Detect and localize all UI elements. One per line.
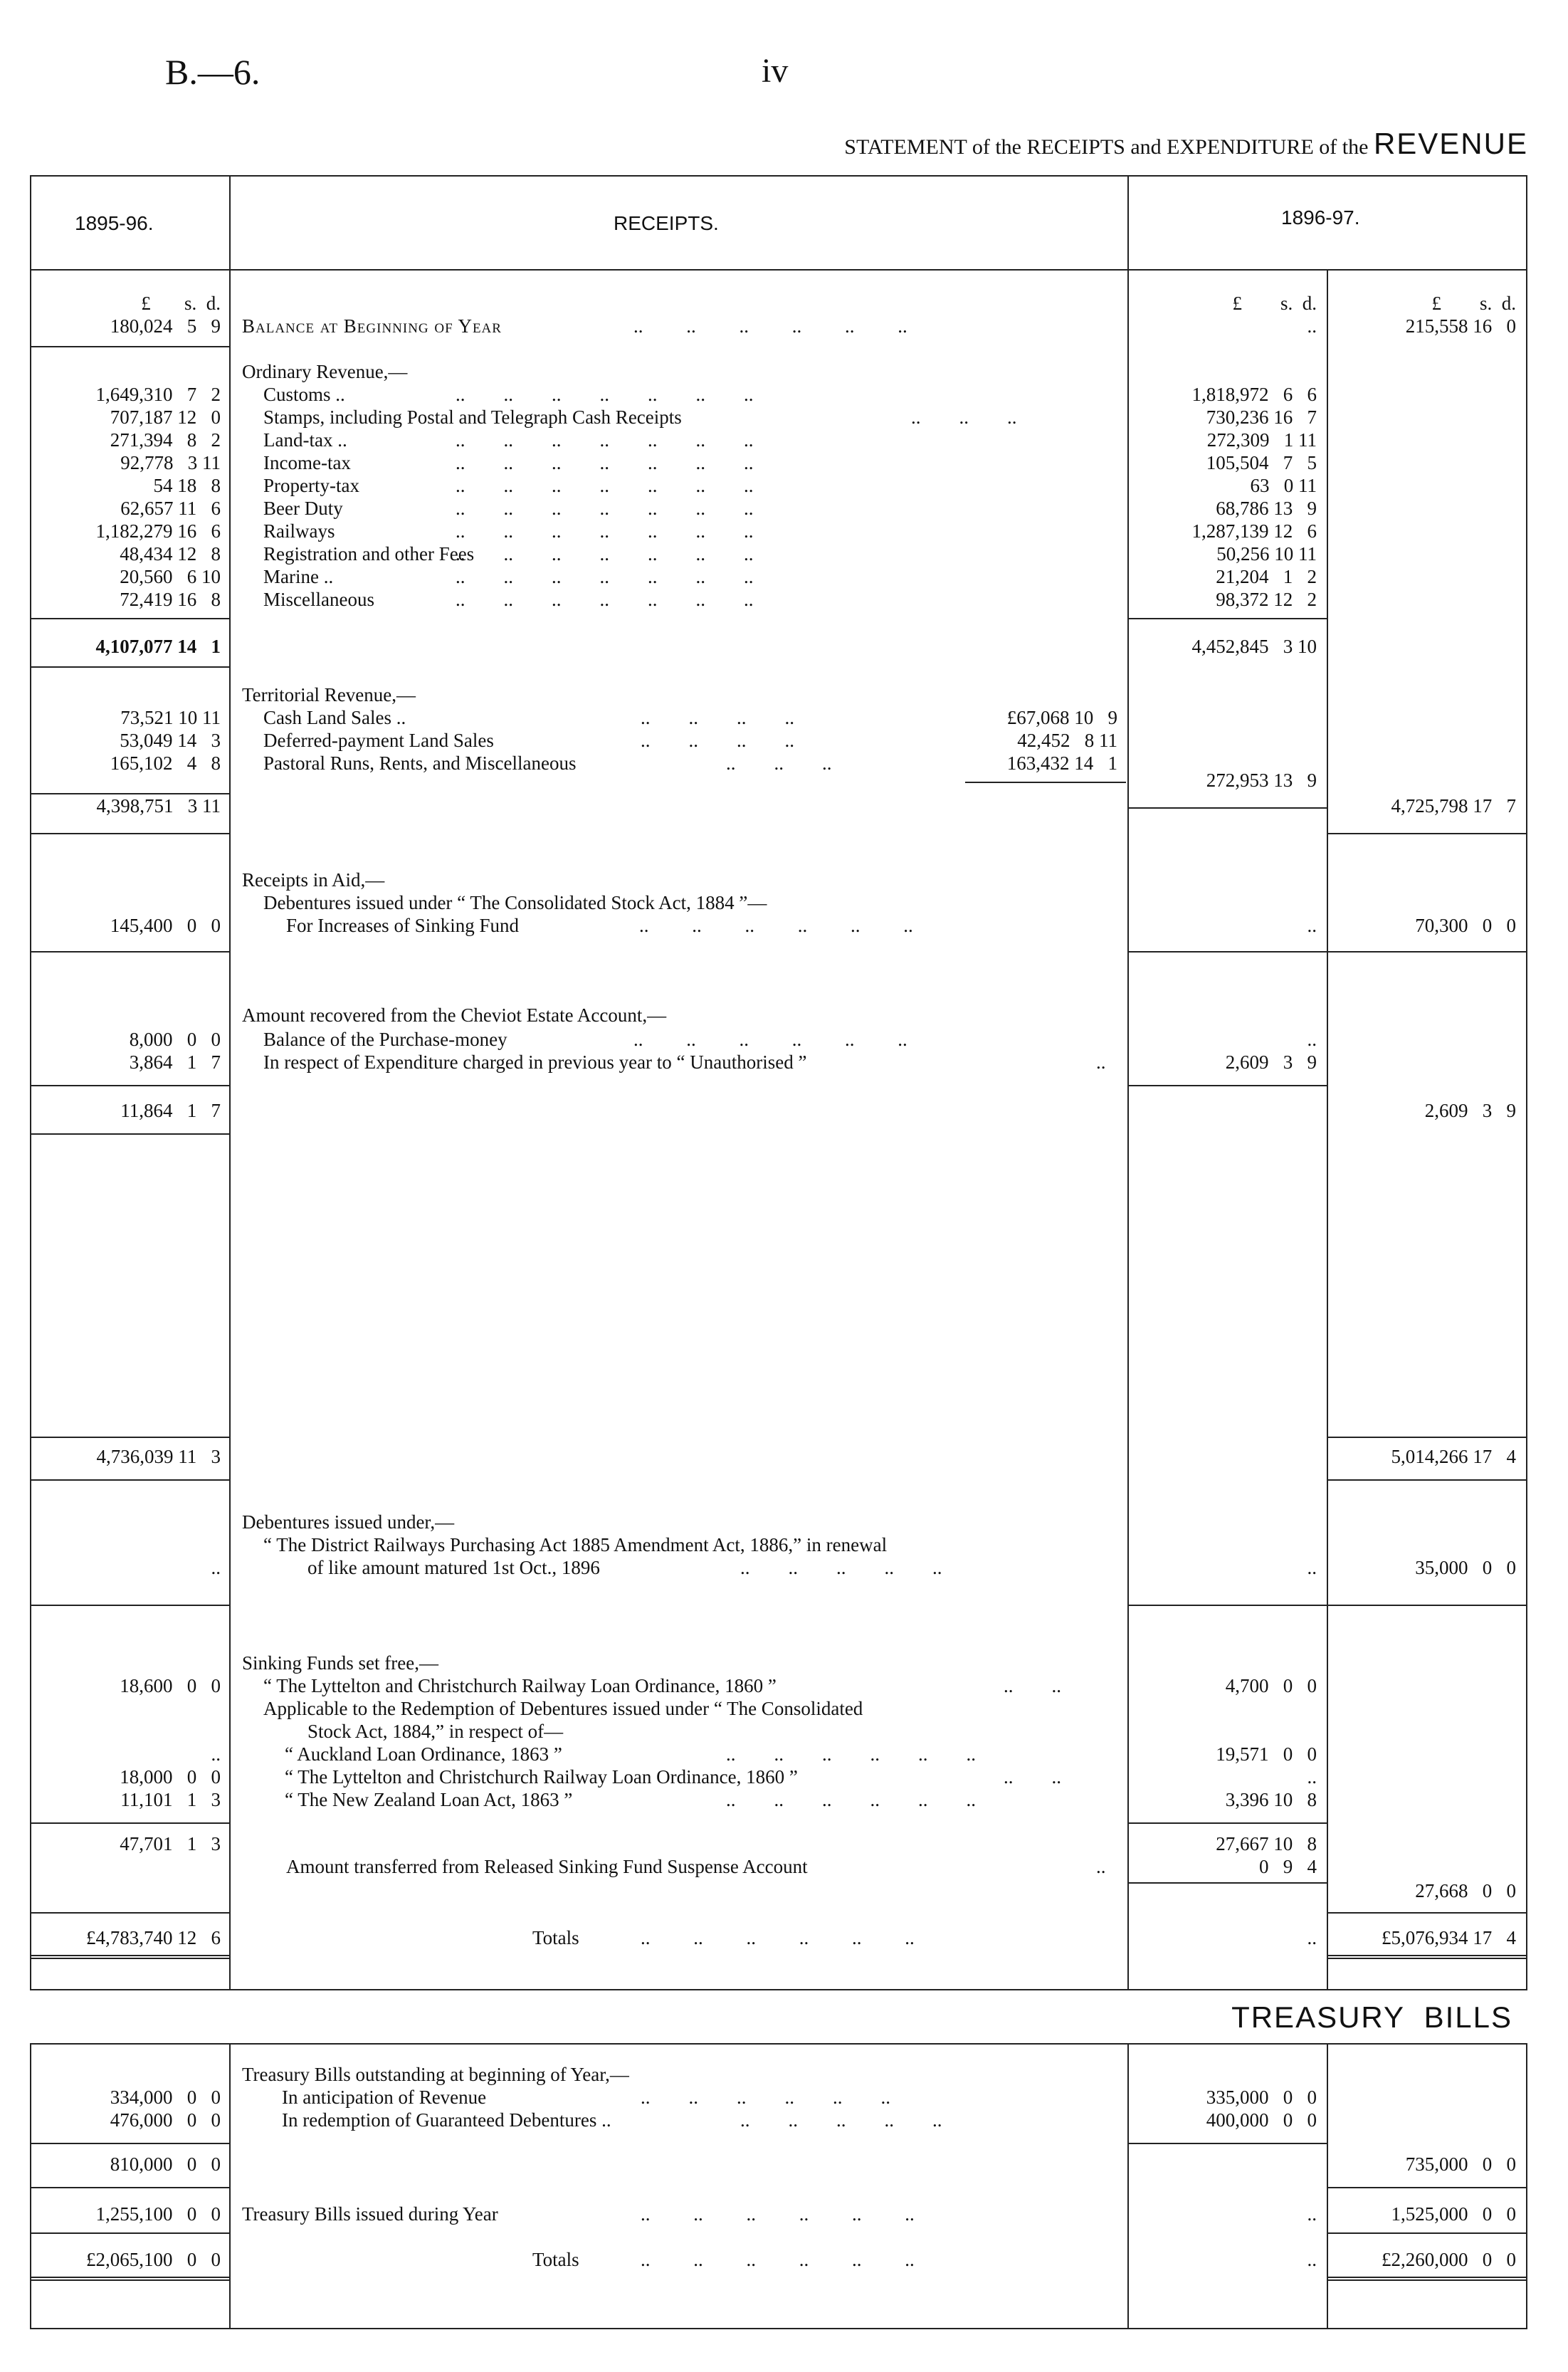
cheviot-l1-a: .. <box>1307 1029 1317 1050</box>
rule <box>30 346 229 347</box>
sink-l1-prev: 18,600 0 0 <box>120 1675 221 1696</box>
sink-l3: Stock Act, 1884,” in respect of— <box>307 1721 564 1742</box>
sink-l5-a: .. <box>1307 1766 1317 1788</box>
sink-l6-prev: 11,101 1 3 <box>120 1789 221 1810</box>
aid-row: 145,400 0 0 For Increases of Sinking Fund .. .. .. .. .. .. .. 70,300 0 0 <box>0 914 1568 937</box>
ordinary-row <box>0 542 1568 565</box>
aid-line1: Debentures issued under “ The Consolidated Stock Act, 1884 ”— <box>263 892 767 913</box>
rule <box>1127 618 1327 619</box>
ordinary-a: 68,786 13 9 <box>1216 498 1317 519</box>
balance-a: .. <box>1307 315 1317 337</box>
unit-b: £ s. d. <box>1431 293 1516 314</box>
rule <box>1127 2143 1327 2144</box>
sink-l5-prev: 18,000 0 0 <box>120 1766 221 1788</box>
ordinary-a: 105,504 7 5 <box>1206 452 1317 473</box>
balance-label: Balance at Beginning of Year <box>242 315 502 337</box>
rule <box>30 666 229 668</box>
deb-l1: “ The District Railways Purchasing Act 1885 Amendment Act, 1886,” in renewal <box>263 1534 888 1555</box>
subtotal-row <box>0 794 1568 817</box>
totals-row: £4,783,740 12 6 Totals .. .. .. .. .. .. .. £5,076,934 17 4 <box>0 1926 1568 1949</box>
ordinary-prev: 48,434 12 8 <box>120 543 221 565</box>
ordinary-a: 730,236 16 7 <box>1206 406 1317 428</box>
treasury-title: TREASURY BILLS <box>1231 2000 1512 2034</box>
deb-head: Debentures issued under,— <box>242 1511 455 1533</box>
sink-row6: 11,101 1 3 “ The New Zealand Loan Act, 1863 ” .. .. .. .. .. .. 3,396 10 8 <box>0 1788 1568 1811</box>
sink-row1: 18,600 0 0 “ The Lyttelton and Christchurch Railway Loan Ordinance, 1860 ” .. .. 4,700 0 0 <box>0 1674 1568 1697</box>
sink-total-a: 27,667 10 8 <box>1216 1833 1317 1854</box>
ordinary-label: Income-tax <box>263 452 351 473</box>
transfer-label: Amount transferred from Released Sinking Fund Suspense Account <box>286 1856 808 1877</box>
ordinary-label: Miscellaneous <box>263 589 374 610</box>
ordinary-prev: 707,187 12 0 <box>110 406 221 428</box>
rule <box>30 2277 229 2281</box>
col-header-next: 1896-97. <box>1281 206 1360 229</box>
rule <box>1327 1437 1527 1438</box>
treasury-issued-prev: 1,255,100 0 0 <box>95 2203 221 2225</box>
cheviot-l1-label: Balance of the Purchase-money <box>263 1029 507 1050</box>
deb-l2: of like amount matured 1st Oct., 1896 <box>307 1557 600 1578</box>
balance-b: 215,558 16 0 <box>1405 315 1516 337</box>
totals-b: £5,076,934 17 4 <box>1382 1927 1516 1948</box>
territorial-sub: £67,068 10 9 <box>1006 707 1117 728</box>
grand1-prev: 4,736,039 11 3 <box>96 1446 221 1467</box>
rule <box>1327 2277 1527 2281</box>
sink-l4-a: 19,571 0 0 <box>1216 1743 1317 1765</box>
ordinary-total-row <box>0 635 1568 658</box>
ordinary-prev: 20,560 6 10 <box>120 566 221 587</box>
sink-l1-a: 4,700 0 0 <box>1225 1675 1317 1696</box>
deb-row: .. of like amount matured 1st Oct., 1896 .. .. .. .. .. .. 35,000 0 0 <box>0 1556 1568 1579</box>
grand1-b: 5,014,266 17 4 <box>1391 1446 1516 1467</box>
rule <box>30 1133 229 1135</box>
leader-dots: .. .. .. .. .. .. .. <box>456 566 754 587</box>
leader-dots: .. .. .. .. .. .. .. <box>456 452 754 473</box>
ordinary-label: Registration and other Fees <box>263 543 475 565</box>
rule <box>30 2232 229 2234</box>
ordinary-row <box>0 497 1568 520</box>
territorial-sub: 163,432 14 1 <box>1006 752 1117 774</box>
aid-b: 70,300 0 0 <box>1415 915 1516 936</box>
leader-dots: .. .. .. .. .. .. .. <box>456 543 754 565</box>
ordinary-row <box>0 383 1568 406</box>
ordinary-label: Stamps, including Postal and Telegraph Cash Receipts <box>263 406 682 428</box>
rule <box>30 1437 229 1438</box>
treasury-l2-prev: 476,000 0 0 <box>110 2109 221 2131</box>
ordinary-prev: 1,649,310 7 2 <box>95 384 221 405</box>
cheviot-l2-a: 2,609 3 9 <box>1225 1051 1317 1073</box>
territorial-total-row <box>0 769 1568 792</box>
rule <box>30 618 229 619</box>
territorial-head: Territorial Revenue,— <box>242 684 416 705</box>
cheviot-total-prev: 11,864 1 7 <box>120 1100 221 1121</box>
territorial-prev: 73,521 10 11 <box>120 707 221 728</box>
rule <box>30 1085 229 1086</box>
sink-total-row <box>0 1832 1568 1855</box>
header-rule <box>30 269 1527 271</box>
treasury-head: Treasury Bills outstanding at beginning of Year,— <box>242 2064 629 2085</box>
treasury-l2-a: 400,000 0 0 <box>1206 2109 1317 2131</box>
totals-label: Totals <box>532 1927 579 1948</box>
ordinary-prev: 72,419 16 8 <box>120 589 221 610</box>
leader-dots: .. .. .. .. .. .. .. <box>456 498 754 519</box>
aid-prev: 145,400 0 0 <box>110 915 221 936</box>
rule <box>30 1822 229 1824</box>
unit-a: £ s. d. <box>1232 293 1317 314</box>
deb-a: .. <box>1307 1557 1317 1578</box>
ordinary-row <box>0 520 1568 542</box>
rule <box>1327 2232 1527 2234</box>
rule <box>30 1912 229 1914</box>
ordinary-label: Railways <box>263 520 335 542</box>
ordinary-prev: 271,394 8 2 <box>110 429 221 451</box>
page-ref: B.—6. <box>165 52 261 92</box>
leader-dots: .. .. .. <box>911 406 1017 428</box>
rule <box>30 1955 229 1959</box>
ordinary-label: Property-tax <box>263 475 359 496</box>
territorial-row <box>0 706 1568 729</box>
rule <box>30 951 229 953</box>
rule <box>30 833 229 834</box>
ordinary-a: 272,309 1 11 <box>1206 429 1317 451</box>
sink-l6-a: 3,396 10 8 <box>1225 1789 1317 1810</box>
ordinary-a: 1,287,139 12 6 <box>1191 520 1317 542</box>
cheviot-total-row <box>0 1099 1568 1122</box>
grand1-row <box>0 1445 1568 1468</box>
ordinary-row <box>0 451 1568 474</box>
ordinary-row <box>0 429 1568 451</box>
treasury-sub-row <box>0 2153 1568 2176</box>
treasury-totals-row: £2,065,100 0 0 Totals .. .. .. .. .. .. .. £2,260,000 0 0 <box>0 2248 1568 2271</box>
rule <box>30 2187 229 2188</box>
sink-l4-prev: .. <box>211 1743 221 1765</box>
cheviot-row1: 8,000 0 0 Balance of the Purchase-money .. .. .. .. .. .. .. <box>0 1028 1568 1051</box>
ordinary-prev: 92,778 3 11 <box>120 452 221 473</box>
territorial-row <box>0 729 1568 752</box>
treasury-l2-label: In redemption of Guaranteed Debentures .. <box>282 2109 611 2131</box>
statement-title <box>844 127 1528 161</box>
sink-row4: .. “ Auckland Loan Ordinance, 1863 ” .. .. .. .. .. .. 19,571 0 0 <box>0 1743 1568 1765</box>
ordinary-total-prev: 4,107,077 14 1 <box>95 636 221 657</box>
balance-row: 180,024 5 9 Balance at Beginning of Year .. .. .. .. .. .. .. 215,558 16 0 <box>0 315 1568 337</box>
ordinary-a: 21,204 1 2 <box>1216 566 1317 587</box>
col-header-prev: 1895-96. <box>75 212 154 234</box>
transfer-b: 27,668 0 0 <box>1415 1880 1516 1901</box>
leader-dots: .. .. .. .. .. .. .. <box>456 475 754 496</box>
treasury-totals-label: Totals <box>532 2249 579 2270</box>
totals-a: .. <box>1307 1927 1317 1948</box>
rule <box>1127 1085 1327 1086</box>
treasury-issued-a: .. <box>1307 2203 1317 2225</box>
rule <box>30 1479 229 1481</box>
leader-dots: .. .. .. .. .. .. .. <box>456 520 754 542</box>
ordinary-total-a: 4,452,845 3 10 <box>1191 636 1317 657</box>
treasury-l1-prev: 334,000 0 0 <box>110 2087 221 2108</box>
rule <box>1327 1479 1527 1481</box>
ordinary-row <box>0 474 1568 497</box>
ordinary-row <box>0 406 1568 429</box>
rule <box>1127 951 1527 953</box>
ordinary-prev: 62,657 11 6 <box>120 498 221 519</box>
sink-row5: 18,000 0 0 “ The Lyttelton and Christchurch Railway Loan Ordinance, 1860 ” .. .. .. <box>0 1765 1568 1788</box>
ordinary-label: Land-tax .. <box>263 429 347 451</box>
treasury-sub-b: 735,000 0 0 <box>1405 2153 1516 2175</box>
ordinary-row <box>0 565 1568 588</box>
rule <box>30 1605 229 1606</box>
rule <box>1127 1605 1527 1606</box>
unit-row <box>0 292 1568 315</box>
sink-l5-label: “ The Lyttelton and Christchurch Railway Loan Ordinance, 1860 ” <box>285 1766 798 1788</box>
leader-dots: .. .. .. .. .. .. .. <box>456 589 754 610</box>
aid-head: Receipts in Aid,— <box>242 869 385 891</box>
subtotal-b: 4,725,798 17 7 <box>1391 795 1516 817</box>
territorial-prev: 165,102 4 8 <box>110 752 221 774</box>
treasury-issued-label: Treasury Bills issued during Year <box>242 2203 498 2225</box>
treasury-totals-prev: £2,065,100 0 0 <box>86 2249 221 2270</box>
sink-head: Sinking Funds set free,— <box>242 1652 438 1674</box>
territorial-label: Cash Land Sales .. <box>263 707 406 728</box>
sink-l4-label: “ Auckland Loan Ordinance, 1863 ” <box>285 1743 562 1765</box>
treasury-l1-label: In anticipation of Revenue <box>282 2087 487 2108</box>
balance-prev: 180,024 5 9 <box>110 315 221 337</box>
treasury-sub-prev: 810,000 0 0 <box>110 2153 221 2175</box>
ordinary-a: 98,372 12 2 <box>1216 589 1317 610</box>
leader-dots: .. .. .. .. <box>641 730 794 751</box>
sink-l6-label: “ The New Zealand Loan Act, 1863 ” <box>285 1789 573 1810</box>
treasury-row2: 476,000 0 0 In redemption of Guaranteed Debentures .. .. .. .. .. .. 400,000 0 0 <box>0 2109 1568 2131</box>
totals-prev: £4,783,740 12 6 <box>86 1927 221 1948</box>
title-prefix: STATEMENT of the RECEIPTS and EXPENDITURE of the <box>844 135 1369 159</box>
rule <box>1127 1822 1327 1824</box>
leader-dots: .. .. .. .. .. .. .. <box>456 384 754 405</box>
aid-line2: For Increases of Sinking Fund <box>286 915 519 936</box>
territorial-label: Pastoral Runs, Rents, and Miscellaneous <box>263 752 577 774</box>
deb-b: 35,000 0 0 <box>1415 1557 1516 1578</box>
cheviot-l2-label: In respect of Expenditure charged in previous year to “ Unauthorised ” <box>263 1051 807 1073</box>
sink-l1-label: “ The Lyttelton and Christchurch Railway Loan Ordinance, 1860 ” <box>263 1675 777 1696</box>
transfer-a: 0 9 4 <box>1259 1856 1317 1877</box>
ordinary-a: 50,256 10 11 <box>1216 543 1317 565</box>
ordinary-a: 63 0 11 <box>1250 475 1317 496</box>
cheviot-head: Amount recovered from the Cheviot Estate Account,— <box>242 1004 667 1026</box>
ordinary-prev: 1,182,279 16 6 <box>95 520 221 542</box>
subtotal-prev: 4,398,751 3 11 <box>96 795 221 817</box>
treasury-totals-b: £2,260,000 0 0 <box>1382 2249 1516 2270</box>
territorial-label: Deferred-payment Land Sales <box>263 730 494 751</box>
col-header-receipts: RECEIPTS. <box>614 212 719 234</box>
ordinary-prev: 54 18 8 <box>153 475 221 496</box>
ordinary-head: Ordinary Revenue,— <box>242 361 408 382</box>
deb-prev: .. <box>211 1557 221 1578</box>
ordinary-label: Customs .. <box>263 384 345 405</box>
rule <box>30 2143 229 2144</box>
ordinary-row <box>0 588 1568 611</box>
rule <box>1327 1955 1527 1959</box>
rule <box>1327 833 1527 834</box>
treasury-l1-a: 335,000 0 0 <box>1206 2087 1317 2108</box>
territorial-sub: 42,452 8 11 <box>1017 730 1117 751</box>
leader-dots: .. .. .. .. .. .. .. <box>456 429 754 451</box>
title-main: REVENUE <box>1373 127 1528 160</box>
sink-total-prev: 47,701 1 3 <box>120 1833 221 1854</box>
treasury-issued-b: 1,525,000 0 0 <box>1391 2203 1516 2225</box>
cheviot-l1-prev: 8,000 0 0 <box>129 1029 221 1050</box>
aid-a: .. <box>1307 915 1317 936</box>
transfer-b-row <box>0 1879 1568 1902</box>
territorial-total-a: 272,953 13 9 <box>1206 770 1317 791</box>
cheviot-row2: 3,864 1 7 In respect of Expenditure charged in previous year to “ Unauthorised ” .. 2,609 3 9 <box>0 1051 1568 1074</box>
leader-dots: .. .. .. <box>726 752 832 774</box>
leader-dots: .. .. .. .. <box>641 707 794 728</box>
cheviot-b: 2,609 3 9 <box>1424 1100 1516 1121</box>
treasury-issued-row: 1,255,100 0 0 Treasury Bills issued during Year .. .. .. .. .. .. .. 1,525,000 0 0 <box>0 2203 1568 2225</box>
rule <box>1327 1912 1527 1914</box>
treasury-totals-a: .. <box>1307 2249 1317 2270</box>
sink-l2: Applicable to the Redemption of Debentures issued under “ The Consolidated <box>263 1698 863 1719</box>
ordinary-label: Beer Duty <box>263 498 343 519</box>
cheviot-l2-prev: 3,864 1 7 <box>129 1051 221 1073</box>
transfer-row: Amount transferred from Released Sinking Fund Suspense Account .. 0 9 4 <box>286 1856 1317 1877</box>
rule <box>1327 2187 1527 2188</box>
territorial-prev: 53,049 14 3 <box>120 730 221 751</box>
page-folio: iv <box>762 52 789 90</box>
unit-prev: £ s. d. <box>141 293 221 314</box>
ordinary-a: 1,818,972 6 6 <box>1191 384 1317 405</box>
treasury-row1: 334,000 0 0 In anticipation of Revenue .. .. .. .. .. .. 335,000 0 0 <box>0 2086 1568 2109</box>
ordinary-label: Marine .. <box>263 566 334 587</box>
